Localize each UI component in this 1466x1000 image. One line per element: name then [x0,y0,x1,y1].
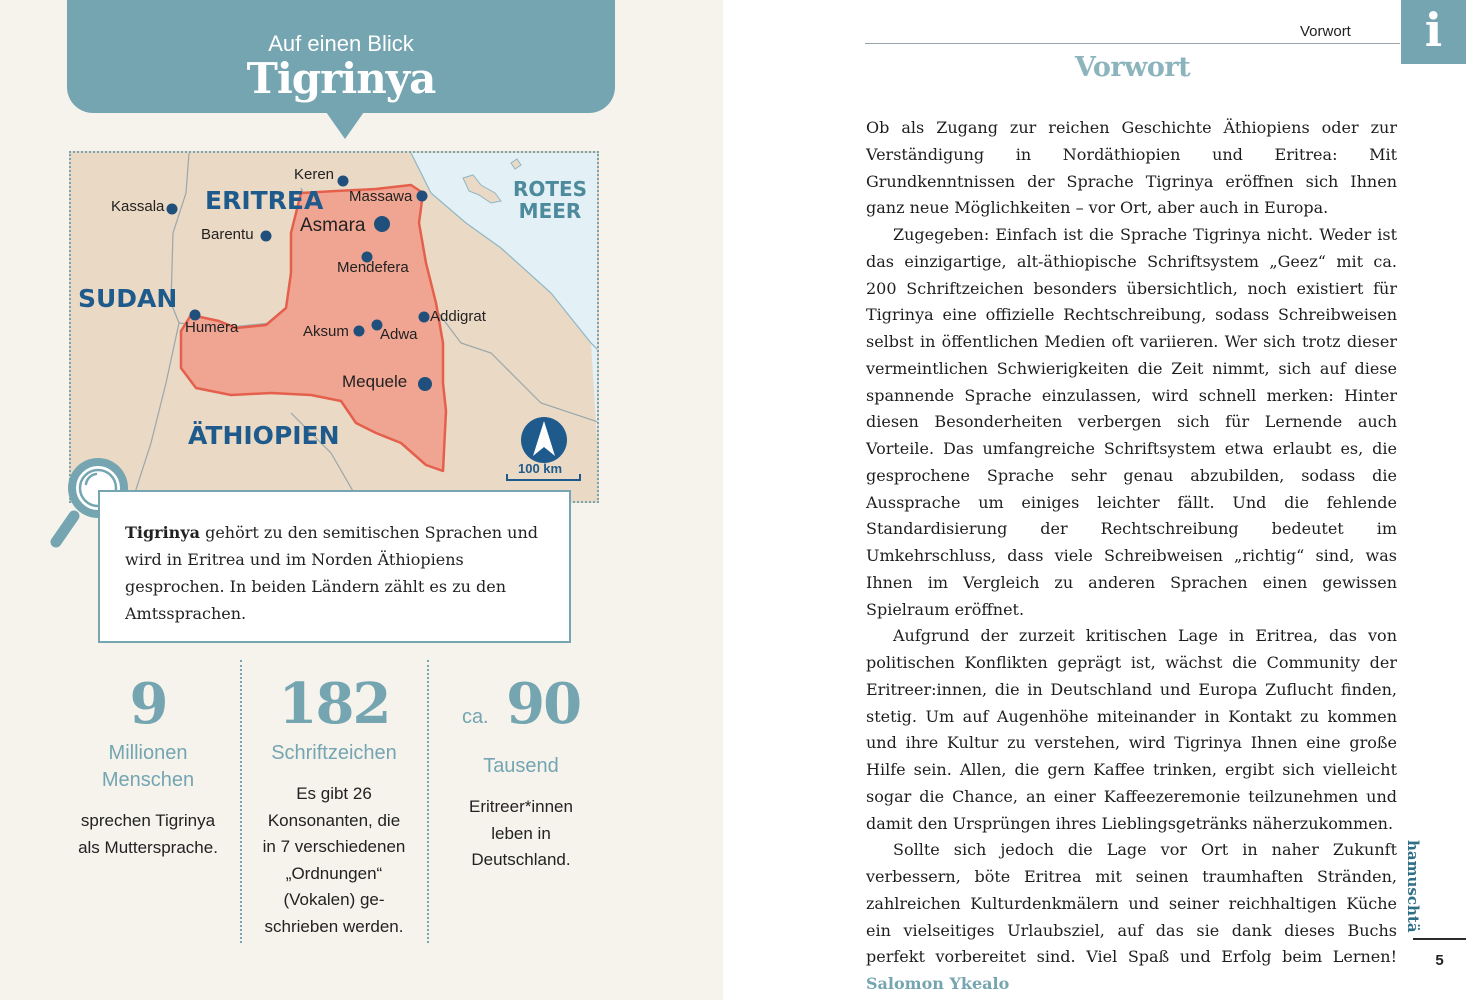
border-line [131,323,179,503]
info-box [98,490,571,643]
city-label-barentu: Barentu [201,226,254,243]
stat-divider [240,660,242,943]
author-signature: Salomon Ykealo [866,974,1010,993]
stat-divider [427,660,429,943]
city-label-mendefera: Mendefera [337,259,409,276]
city-label-asmara: Asmara [300,215,366,236]
page-number: 5 [1435,952,1444,969]
stat-characters-desc-5: (Vokalen) ge- [283,890,385,909]
city-label-keren: Keren [294,166,335,183]
sea-label [510,178,590,222]
stat-characters-unit: Schriftzeichen [271,742,397,764]
paragraph: Zugegeben: Einfach ist die Sprache Tigrinya nicht. Weder ist das einzigartige, alt-äthiopische Schriftsystem „Geez“ mit ca. 200 Schriftzeichen besonders übersichtlich, noch existiert für Tigrinya eine offizielle Rechtschreibung, sodass Schreibweisen selbst in öffentlichen Medien oft variieren. Wer sich trotz dieser vermeintlichen Schwierigkeiten die Zeit nimmt, sich auf diese spannende Sprache einzulassen, wird schnell merken: Hinter diesen Besonderheiten verbergen sich für Lernende auch Vorteile. Das umfangreiche Schriftsystem etwa erlaubt es, die gesprochene Sprache sehr genau abzubilden, sodass die Aussprache um einiges leichter fällt. Und die fehlende Standardisierung der Rechtschreibung bedeutet im Umkehrschluss, dass viele Schreibweisen „richtig“ sind, was Ihnen im Vergleich zu anderen Sprachen einen gewissen Spielraum eröffnet. [866,225,1397,619]
city-label-addigrat: Addigrat [430,308,486,325]
paragraph-last-text: Sollte sich jedoch die Lage vor Ort in naher Zukunft verbessern, böte Eritrea mit seinen traumhaften Stränden, zahlreichen Kulturdenkmälern und seiner reichhaltigen Küche ein vielseitiges Urlaubsziel, auf das sie dank dieses Buchs perfekt vorbereitet sind. Viel Spaß und Erfolg beim Lernen! [866,840,1397,967]
paragraph-last [866,837,1397,998]
stat-diaspora-desc-1: Eritreer*innen [469,797,573,816]
city-dot-asmara [374,216,390,232]
north-arrow-icon [521,417,567,463]
banner-pointer [326,112,364,139]
stat-characters-desc-3: in 7 verschiedenen [262,837,406,856]
stat-speakers-desc-1: sprechen Tigrinya [80,811,216,830]
city-label-adwa: Adwa [380,326,418,343]
country-label-eritrea: ERITREA [205,186,324,215]
country-label-ethiopia: ÄTHIOPIEN [188,421,340,450]
sea-label-line1: ROTES [512,177,588,201]
stat-diaspora-number-row [437,668,605,753]
city-label-aksum: Aksum [303,323,349,340]
stat-characters-desc-2: Konsonanten, die [267,810,401,830]
header-rule [865,43,1400,44]
city-dot-massawa [417,191,428,202]
city-label-humera: Humera [185,319,239,336]
stat-speakers-unit-1: Millionen [108,742,188,764]
side-brand-text: hamuschtä [1404,840,1422,933]
chapter-tab-info-icon: i [1401,0,1466,64]
info-box-term: Tigrinya [125,523,200,542]
city-dot-aksum [354,326,365,337]
stat-characters-desc-1: Es gibt 26 [296,784,372,803]
header-title: Tigrinya [246,54,436,103]
city-label-kassala: Kassala [111,198,165,215]
city-dot-addigrat [419,312,430,323]
body-text [866,115,1397,998]
stat-diaspora [437,668,605,874]
scale-label: 100 km [518,461,563,476]
city-dot-keren [338,176,349,187]
paragraph: Ob als Zugang zur reichen Geschichte Äthiopiens oder zur Verständigung in Nordäthiopien und Eritrea: Mit Grundkenntnissen der Sprache Tigrinya eröffnen sich Ihnen ganz neue Möglichkeiten – vor Ort, aber auch in Europa. [866,118,1397,218]
stat-characters-desc-4: „Ordnungen“ [285,863,383,883]
country-label-sudan: SUDAN [78,284,178,313]
paragraph: Aufgrund der zurzeit kritischen Lage in Eritrea, das von politischen Konflikten geprägt ist, wächst die Community der Eritreer:innen, die in Deutschland und Europa Zuflucht finden, stetig. Um auf Augenhöhe miteinander in Kontakt zu kommen und ihre Kultur zu verstehen, wird Tigrinya Ihnen eine große Hilfe sein. Allen, die gern Kaffee trinken, ergibt sich vielleicht sogar die Chance, an einer Kaffeezeremonie teilzunehmen und damit den Ursprüngen ihres Lieblingsgetränks näherzukommen. [866,626,1397,833]
city-dot-mequele [418,377,432,391]
stat-diaspora-desc-2: leben in [491,823,551,843]
info-box-text: gehört zu den semitischen Sprachen und wird in Eritrea und im Norden Äthiopiens gesprochen. In beiden Ländern zählt es zu den Amtssprachen. [125,523,539,623]
city-dot-barentu [261,231,272,242]
side-brand [1404,840,1444,933]
folio-rule [1413,938,1466,940]
stat-speakers-unit-2: Menschen [101,769,195,791]
city-dot-kassala [167,204,178,215]
running-head: Vorwort [1300,23,1351,40]
stat-diaspora-prefix: ca. [461,706,489,728]
sea-label-line2: MEER [518,199,582,223]
stat-diaspora-number: 90 [506,671,581,737]
stat-characters-desc-6: schrieben werden. [264,916,404,936]
stat-characters [250,668,418,940]
stat-diaspora-unit: Tausend [483,755,559,777]
city-label-mequele: Mequele [342,372,408,391]
header-subtitle: Auf einen Blick [268,31,414,56]
stat-diaspora-desc-3: Deutschland. [471,850,571,869]
stat-speakers-number: 9 [129,671,167,737]
stat-speakers [66,668,230,861]
section-title: Vorwort [1074,52,1191,83]
city-label-massawa: Massawa [349,188,413,205]
stat-characters-number: 182 [278,671,390,737]
stat-speakers-desc-2: als Muttersprache. [78,837,218,857]
